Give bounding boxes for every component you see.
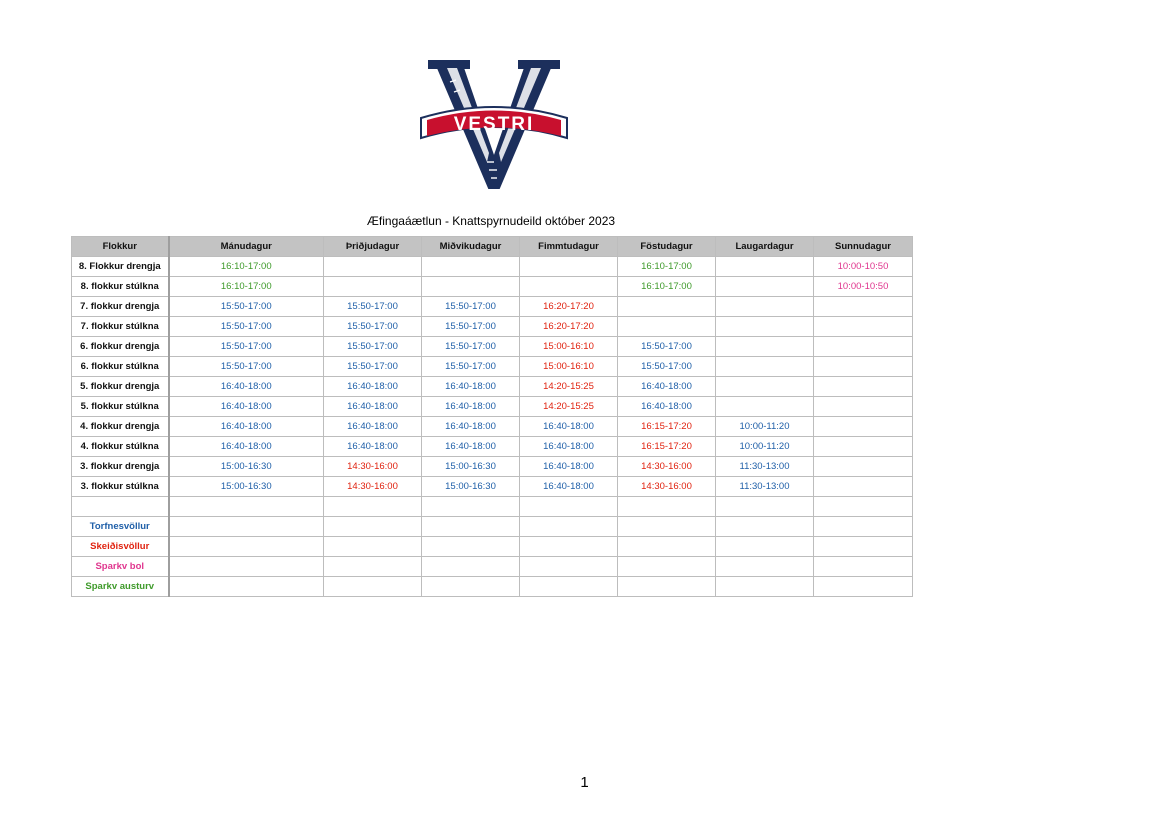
- time-cell: 15:00-16:30: [169, 457, 324, 477]
- time-cell: [814, 297, 913, 317]
- time-cell: 15:50-17:00: [169, 357, 324, 377]
- time-cell: [324, 257, 422, 277]
- time-cell: 15:50-17:00: [422, 357, 520, 377]
- time-cell: 10:00-10:50: [814, 257, 913, 277]
- table-row: [72, 257, 913, 277]
- time-cell: [814, 537, 913, 557]
- time-cell: 15:50-17:00: [324, 337, 422, 357]
- time-cell: 3. flokkur stúlkna: [72, 477, 169, 497]
- time-cell: 4. flokkur stúlkna: [72, 437, 169, 457]
- column-header: Fimmtudagur: [520, 237, 618, 257]
- time-cell: 15:00-16:10: [520, 357, 618, 377]
- time-cell: 10:00-11:20: [716, 437, 814, 457]
- time-cell: [520, 257, 618, 277]
- time-cell: [520, 537, 618, 557]
- time-cell: 16:20-17:20: [520, 297, 618, 317]
- schedule-table: [71, 236, 913, 597]
- time-cell: [716, 277, 814, 297]
- time-cell: 15:50-17:00: [324, 357, 422, 377]
- table-row: [72, 437, 913, 457]
- time-cell: [324, 497, 422, 517]
- page-number: 1: [580, 774, 589, 791]
- time-cell: 6. flokkur stúlkna: [72, 357, 169, 377]
- time-cell: [618, 557, 716, 577]
- time-cell: 16:10-17:00: [169, 257, 324, 277]
- time-cell: 10:00-10:50: [814, 277, 913, 297]
- time-cell: 15:00-16:30: [169, 477, 324, 497]
- time-cell: [814, 397, 913, 417]
- time-cell: [814, 517, 913, 537]
- legend-row: [72, 557, 913, 577]
- time-cell: [814, 577, 913, 597]
- table-row: [72, 357, 913, 377]
- time-cell: [520, 517, 618, 537]
- time-cell: [520, 497, 618, 517]
- time-cell: 3. flokkur drengja: [72, 457, 169, 477]
- time-cell: [422, 537, 520, 557]
- time-cell: 15:50-17:00: [422, 297, 520, 317]
- time-cell: 15:00-16:30: [422, 477, 520, 497]
- time-cell: [814, 357, 913, 377]
- time-cell: 14:30-16:00: [324, 477, 422, 497]
- time-cell: 16:40-18:00: [520, 437, 618, 457]
- time-cell: 8. Flokkur drengja: [72, 257, 169, 277]
- time-cell: 16:40-18:00: [422, 437, 520, 457]
- time-cell: [618, 497, 716, 517]
- time-cell: 16:10-17:00: [618, 277, 716, 297]
- time-cell: [716, 497, 814, 517]
- time-cell: [716, 377, 814, 397]
- time-cell: 4. flokkur drengja: [72, 417, 169, 437]
- time-cell: [324, 517, 422, 537]
- time-cell: 16:40-18:00: [324, 417, 422, 437]
- time-cell: 16:40-18:00: [422, 417, 520, 437]
- time-cell: 16:40-18:00: [520, 417, 618, 437]
- time-cell: 16:15-17:20: [618, 417, 716, 437]
- time-cell: [169, 517, 324, 537]
- time-cell: 14:20-15:25: [520, 377, 618, 397]
- time-cell: 5. flokkur drengja: [72, 377, 169, 397]
- time-cell: [520, 557, 618, 577]
- time-cell: 16:40-18:00: [618, 397, 716, 417]
- time-cell: [422, 497, 520, 517]
- time-cell: [814, 497, 913, 517]
- time-cell: [814, 337, 913, 357]
- time-cell: [169, 497, 324, 517]
- time-cell: 15:00-16:30: [422, 457, 520, 477]
- time-cell: 16:10-17:00: [169, 277, 324, 297]
- time-cell: [814, 317, 913, 337]
- time-cell: [422, 257, 520, 277]
- table-header-row: [72, 237, 913, 257]
- column-header: Þriðjudagur: [324, 237, 422, 257]
- time-cell: 16:40-18:00: [324, 397, 422, 417]
- time-cell: [324, 277, 422, 297]
- time-cell: 16:40-18:00: [422, 377, 520, 397]
- time-cell: 15:50-17:00: [169, 337, 324, 357]
- time-cell: 14:30-16:00: [618, 477, 716, 497]
- time-cell: [716, 537, 814, 557]
- time-cell: [814, 417, 913, 437]
- time-cell: 16:40-18:00: [169, 397, 324, 417]
- time-cell: 6. flokkur drengja: [72, 337, 169, 357]
- table-row: [72, 377, 913, 397]
- legend-label: Skeiðisvöllur: [72, 537, 169, 557]
- time-cell: [814, 457, 913, 477]
- column-header: Flokkur: [72, 237, 169, 257]
- legend-label: Sparkv austurv: [72, 577, 169, 597]
- time-cell: [618, 297, 716, 317]
- time-cell: [618, 317, 716, 337]
- time-cell: 5. flokkur stúlkna: [72, 397, 169, 417]
- time-cell: 16:40-18:00: [618, 377, 716, 397]
- time-cell: [716, 257, 814, 277]
- time-cell: 15:50-17:00: [169, 317, 324, 337]
- time-cell: 16:40-18:00: [520, 477, 618, 497]
- time-cell: 16:40-18:00: [169, 417, 324, 437]
- time-cell: [324, 537, 422, 557]
- time-cell: [422, 277, 520, 297]
- time-cell: 8. flokkur stúlkna: [72, 277, 169, 297]
- blank-row: [72, 497, 913, 517]
- legend-label: Sparkv bol: [72, 557, 169, 577]
- time-cell: 7. flokkur stúlkna: [72, 317, 169, 337]
- time-cell: [520, 277, 618, 297]
- time-cell: 11:30-13:00: [716, 477, 814, 497]
- time-cell: [814, 557, 913, 577]
- time-cell: 16:20-17:20: [520, 317, 618, 337]
- time-cell: 16:40-18:00: [422, 397, 520, 417]
- time-cell: [169, 537, 324, 557]
- time-cell: 15:50-17:00: [169, 297, 324, 317]
- time-cell: [814, 477, 913, 497]
- time-cell: [324, 577, 422, 597]
- time-cell: 16:40-18:00: [169, 377, 324, 397]
- time-cell: 11:30-13:00: [716, 457, 814, 477]
- time-cell: 15:00-16:10: [520, 337, 618, 357]
- time-cell: [72, 497, 169, 517]
- time-cell: [716, 577, 814, 597]
- column-header: Sunnudagur: [814, 237, 913, 257]
- time-cell: 16:40-18:00: [324, 377, 422, 397]
- time-cell: [422, 577, 520, 597]
- table-row: [72, 397, 913, 417]
- time-cell: [814, 377, 913, 397]
- time-cell: 16:15-17:20: [618, 437, 716, 457]
- time-cell: [716, 297, 814, 317]
- legend-row: [72, 537, 913, 557]
- time-cell: 16:10-17:00: [618, 257, 716, 277]
- time-cell: [422, 557, 520, 577]
- table-row: [72, 277, 913, 297]
- time-cell: 16:40-18:00: [324, 437, 422, 457]
- table-row: [72, 477, 913, 497]
- time-cell: [814, 437, 913, 457]
- time-cell: [716, 337, 814, 357]
- legend-row: [72, 577, 913, 597]
- time-cell: 15:50-17:00: [324, 317, 422, 337]
- logo-wordmark: VESTRI: [453, 114, 535, 135]
- time-cell: 14:30-16:00: [618, 457, 716, 477]
- legend-row: [72, 517, 913, 537]
- time-cell: [618, 537, 716, 557]
- legend-label: Torfnesvöllur: [72, 517, 169, 537]
- time-cell: 7. flokkur drengja: [72, 297, 169, 317]
- time-cell: [716, 317, 814, 337]
- time-cell: [169, 577, 324, 597]
- table-row: [72, 317, 913, 337]
- vestri-logo: [417, 58, 571, 190]
- time-cell: [324, 557, 422, 577]
- table-row: [72, 417, 913, 437]
- column-header: Föstudagur: [618, 237, 716, 257]
- time-cell: 10:00-11:20: [716, 417, 814, 437]
- table-row: [72, 337, 913, 357]
- time-cell: 14:20-15:25: [520, 397, 618, 417]
- time-cell: [618, 517, 716, 537]
- time-cell: 14:30-16:00: [324, 457, 422, 477]
- time-cell: 16:40-18:00: [169, 437, 324, 457]
- time-cell: [169, 557, 324, 577]
- time-cell: [716, 517, 814, 537]
- time-cell: [618, 577, 716, 597]
- time-cell: [422, 517, 520, 537]
- time-cell: 15:50-17:00: [618, 357, 716, 377]
- column-header: Mánudagur: [169, 237, 324, 257]
- time-cell: [716, 357, 814, 377]
- time-cell: [716, 397, 814, 417]
- table-row: [72, 457, 913, 477]
- table-row: [72, 297, 913, 317]
- time-cell: [520, 577, 618, 597]
- page-title: Æfingaáætlun - Knattspyrnudeild október 2023: [366, 214, 616, 228]
- time-cell: 15:50-17:00: [324, 297, 422, 317]
- time-cell: 15:50-17:00: [422, 337, 520, 357]
- time-cell: [716, 557, 814, 577]
- column-header: Miðvikudagur: [422, 237, 520, 257]
- time-cell: 15:50-17:00: [422, 317, 520, 337]
- time-cell: 15:50-17:00: [618, 337, 716, 357]
- time-cell: 16:40-18:00: [520, 457, 618, 477]
- column-header: Laugardagur: [716, 237, 814, 257]
